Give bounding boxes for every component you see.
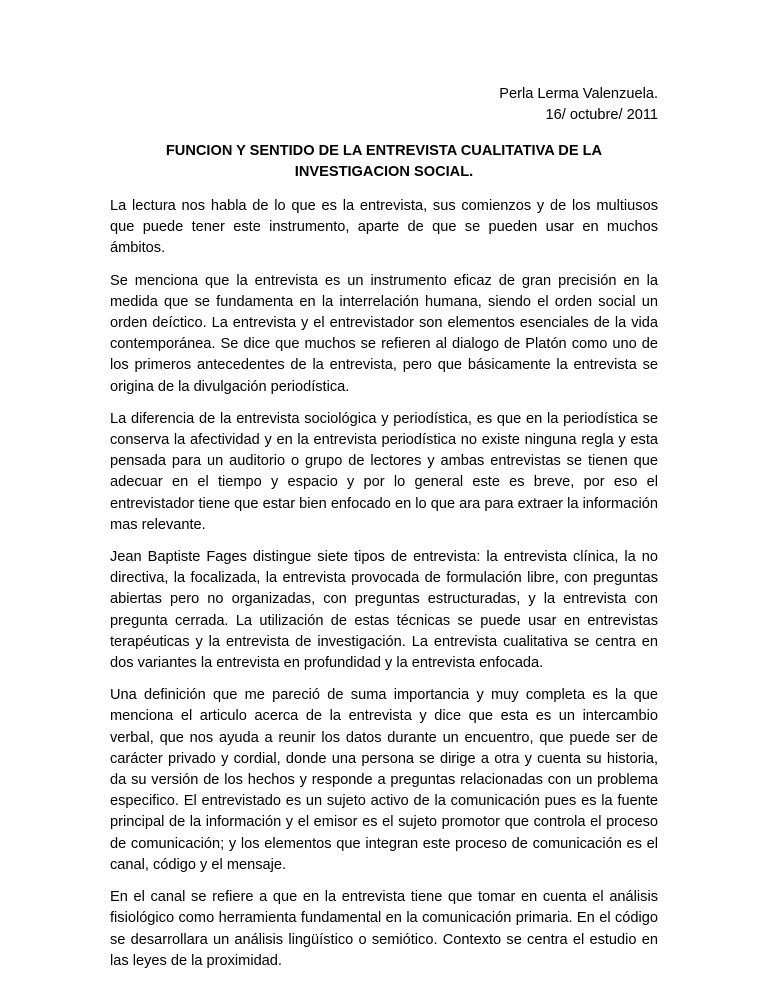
- document-title: FUNCION Y SENTIDO DE LA ENTREVISTA CUALITATIVA DE LA INVESTIGACION SOCIAL.: [165, 143, 603, 180]
- paragraph: Una definición que me pareció de suma importancia y muy completa es la que menciona el articulo acerca de la entrevista y dice que esta es un intercambio verbal, que nos ayuda a reunir los datos durante un encuentro, que puede ser de carácter privado y cordial, donde una persona se dirige a otra y cuenta su historia, da su versión de los hechos y responde a preguntas relacionadas con un problema especifico. El entrevistado es un sujeto activo de la comunicación pues es la fuente principal de la información y el emisor es el sujeto promotor que controla el proceso de comunicación; y los elementos que integran este proceso de comunicación es el canal, código y el mensaje.: [110, 687, 658, 873]
- document-header: [499, 84, 658, 126]
- paragraph: Se menciona que la entrevista es un instrumento eficaz de gran precisión en la medida que se fundamenta en la interrelación humana, siendo el orden social un orden deíctico. La entrevista y el entrevistador son elementos esenciales de la vida contemporánea. Se dice que muchos se refieren al dialogo de Platón como uno de los primeros antecedentes de la entrevista, pero que básicamente la entrevista se origina de la divulgación periodística.: [110, 272, 658, 395]
- document-body: [110, 196, 658, 983]
- author-name: Perla Lerma Valenzuela.: [499, 86, 658, 102]
- paragraph: La lectura nos habla de lo que es la entrevista, sus comienzos y de los multiusos que puede tener este instrumento, aparte de que se pueden usar en muchos ámbitos.: [110, 198, 658, 257]
- document-date: 16/ octubre/ 2011: [545, 107, 658, 123]
- paragraph: La diferencia de la entrevista sociológica y periodística, es que en la periodística se conserva la afectividad y en la entrevista periodística no existe ninguna regla y esta pensada para un auditorio o grupo de lectores y ambas entrevistas se tienen que adecuar en el tiempo y espacio y por lo general este es breve, por eso el entrevistador tiene que estar bien enfocado en lo que ara para extraer la información mas relevante.: [110, 410, 658, 533]
- paragraph: Jean Baptiste Fages distingue siete tipos de entrevista: la entrevista clínica, la no directiva, la focalizada, la entrevista provocada de formulación libre, con preguntas abiertas pero no organizadas, con preguntas estructuradas, y la entrevista con pregunta cerrada. La utilización de estas técnicas se puede usar en entrevistas terapéuticas y la entrevista de investigación. La entrevista cualitativa se centra en dos variantes la entrevista en profundidad y la entrevista enfocada.: [110, 549, 658, 672]
- paragraph: En el canal se refiere a que en la entrevista tiene que tomar en cuenta el análisis fisiológico como herramienta fundamental en la comunicación primaria. En el código se desarrollara un análisis lingüístico o semiótico. Contexto se centra el estudio en las leyes de la proximidad.: [110, 889, 658, 969]
